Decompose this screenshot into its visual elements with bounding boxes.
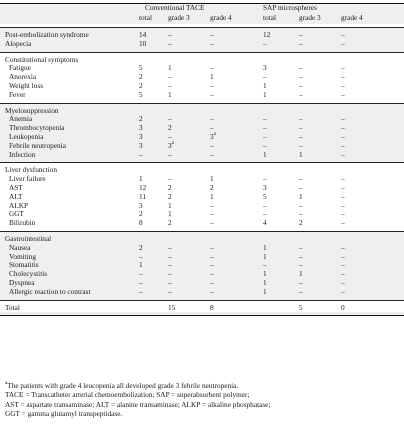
footnote-abbrev-2: AST = aspartate transaminase; ALT = alanine transaminase; ALKP = alkaline phosphatase; [5,399,271,409]
cell-tace-grade4: 8 [210,302,214,312]
cell-tace-grade3: – [168,80,172,90]
cell-tace-grade3: – [168,269,172,279]
cell-tace-grade4: 1 [210,72,214,82]
cell-sap-grade4: – [341,200,345,210]
cell-tace-total: 14 [139,30,147,39]
cell-tace-total: – [139,149,143,159]
table-footnotes [5,381,401,419]
cell-tace-total: 5 [139,63,143,73]
row-label-allergic-reaction-to-contrast: Allergic reaction to contrast [9,286,91,296]
cell-sap-grade3: – [299,72,303,82]
cell-sap-total: 12 [263,30,271,39]
footnote-marker: a [5,381,8,387]
row-label-leukopenia: Leukopenia [9,131,44,141]
section-label-myelosuppression: Myelosuppression [5,105,59,115]
cell-tace-total: 10 [139,38,147,48]
cell-sap-grade4: – [341,174,345,184]
section-label-gastrointestinal: Gastrointestinal [5,233,52,243]
cell-sap-grade4: – [341,123,345,133]
cell-sap-total: – [263,174,267,184]
cell-tace-total: – [139,251,143,261]
table-row [0,151,404,160]
cell-tace-grade3: 2 [168,123,172,133]
cell-sap-grade4: – [341,269,345,279]
cell-tace-total: 3 [139,131,143,141]
cell-tace-grade4: – [210,218,214,228]
cell-tace-grade3: – [168,242,172,252]
total-row [0,304,404,313]
cell-sap-grade3: – [299,123,303,133]
cell-sap-grade3: – [299,260,303,270]
cell-sap-grade4: – [341,182,345,192]
cell-tace-grade4: – [210,80,214,90]
row-label-post-embolization-syndrome: Post-embolization syndrome [5,30,89,39]
cell-sap-total: 1 [263,80,267,90]
cell-sap-grade4: 0 [341,302,345,312]
group-header-conventional-tace: Conventional TACE [145,3,205,12]
cell-sap-total: – [263,123,267,133]
cell-tace-grade4: 2 [210,182,214,192]
cell-tace-grade4: – [210,114,214,124]
cell-tace-total: 12 [139,182,147,192]
cell-sap-grade3: – [299,182,303,192]
cell-sap-total: – [263,200,267,210]
cell-tace-grade3: 1 [168,209,172,219]
cell-tace-grade4: – [210,286,214,296]
cell-sap-grade3: – [299,242,303,252]
row-label-thrombocytopenia: Thrombocytopenia [9,123,65,133]
cell-tace-grade3: 2 [168,218,172,228]
cell-tace-grade4: – [210,89,214,99]
cell-sap-grade4: – [341,218,345,228]
cell-tace-grade3: – [168,260,172,270]
cell-sap-grade3: – [299,286,303,296]
cell-tace-grade4: – [210,140,214,150]
cell-sap-total: 3 [263,63,267,73]
cell-sap-grade4: – [341,89,345,99]
cell-sap-total: 3 [263,182,267,192]
cell-tace-total: – [139,277,143,287]
cell-tace-grade4: – [210,242,214,252]
cell-tace-grade4: – [210,149,214,159]
cell-sap-total: 1 [263,242,267,252]
sub-header-sap-total: total [263,13,276,22]
cell-tace-grade4: – [210,209,214,219]
cell-tace-grade3: – [168,114,172,124]
cell-tace-grade3: – [168,174,172,184]
cell-sap-grade3: – [299,140,303,150]
row-label-fever: Fever [9,89,26,99]
cell-sap-grade3: 1 [299,269,303,279]
cell-tace-total: 11 [139,191,147,201]
table-row [0,219,404,228]
section-label-constitutional-symptoms: Constitutional symptoms [5,54,79,64]
cell-sap-grade3: 2 [299,218,303,228]
cell-tace-grade3: – [168,38,172,48]
cell-sap-total: – [263,209,267,219]
cell-tace-grade3: 2 [168,182,172,192]
cell-sap-grade3: – [299,131,303,141]
cell-tace-total: 8 [139,218,143,228]
cell-tace-total: 2 [139,242,143,252]
cell-tace-grade4: – [210,63,214,73]
cell-sap-grade4: – [341,286,345,296]
cell-sap-grade4: – [341,80,345,90]
cell-tace-grade4: – [210,200,214,210]
cell-tace-grade4: – [210,123,214,133]
cell-sap-grade3: – [299,114,303,124]
row-label-cholecystitis: Cholecystitis [9,269,48,279]
cell-tace-grade3: – [168,286,172,296]
cell-sap-total: – [263,260,267,270]
cell-tace-grade3: – [168,30,172,39]
cell-tace-total: 1 [139,260,143,270]
cell-sap-total: – [263,140,267,150]
table-rule [0,315,404,316]
row-label-fatigue: Fatigue [9,63,31,73]
table-row [0,288,404,297]
cell-tace-grade3: – [168,131,172,141]
cell-tace-grade4: 1 [210,191,214,201]
cell-sap-grade4: – [341,131,345,141]
cell-sap-grade4: – [341,140,345,150]
cell-tace-total: 3 [139,140,143,150]
cell-sap-grade3: 1 [299,149,303,159]
cell-tace-total: – [139,269,143,279]
cell-tace-grade3: 2 [168,191,172,201]
cell-tace-total: 5 [139,89,143,99]
table-row [0,40,404,49]
row-label-ast: AST [9,182,23,192]
row-label-infection: Infection [9,149,36,159]
cell-sap-grade3: – [299,209,303,219]
cell-tace-grade3: 15 [168,302,176,312]
cell-sap-grade3: – [299,80,303,90]
section-label-liver-dysfunction: Liver dysfunction [5,165,58,175]
cell-sap-grade4: – [341,277,345,287]
footnote-marker: a [171,140,174,146]
row-label-stomatitis: Stomatitis [9,260,39,270]
cell-tace-grade3: – [168,251,172,261]
row-label-dyspnea: Dyspnea [9,277,35,287]
cell-sap-total: 1 [263,149,267,159]
cell-sap-grade4: – [341,191,345,201]
cell-sap-grade3: – [299,89,303,99]
cell-tace-grade4: – [210,260,214,270]
cell-tace-grade3: 1 [168,89,172,99]
sub-header-tace-total: total [139,13,152,22]
cell-tace-grade4: 1 [210,174,214,184]
cell-tace-grade3: – [168,72,172,82]
cell-sap-grade3: 5 [299,302,303,312]
cell-sap-grade3: – [299,251,303,261]
cell-sap-grade4: – [341,114,345,124]
cell-tace-grade3: 1 [168,200,172,210]
cell-sap-grade4: – [341,209,345,219]
cell-sap-grade4: – [341,63,345,73]
cell-tace-grade3: – [168,277,172,287]
table-row [0,91,404,100]
cell-tace-total: – [139,286,143,296]
cell-sap-grade3: – [299,38,303,48]
cell-sap-total: – [263,72,267,82]
cell-tace-grade4: – [210,38,214,48]
cell-tace-total: 2 [139,209,143,219]
cell-sap-grade4: – [341,260,345,270]
cell-value: 3 [210,131,214,141]
sub-header-tace-grade4: grade 4 [210,13,232,22]
row-label-anorexia: Anorexia [9,72,37,82]
row-label-bilirubin: Bilirubin [9,218,36,228]
cell-sap-total: 1 [263,89,267,99]
cell-sap-total: 1 [263,269,267,279]
row-label-total: Total [5,302,20,312]
sub-header-tace-grade3: grade 3 [168,13,190,22]
cell-sap-total: 4 [263,218,267,228]
footnote-abbrev-3: GGT = gamma glutamyl transpeptidase. [5,409,123,419]
cell-tace-total: 3 [139,123,143,133]
cell-sap-grade3: – [299,277,303,287]
sub-header-sap-grade4: grade 4 [341,13,363,22]
cell-sap-total: 1 [263,277,267,287]
cell-sap-total: – [263,114,267,124]
adverse-events-table [0,3,404,316]
footnote-marker: a [213,132,216,138]
cell-sap-grade4: – [341,72,345,82]
cell-tace-grade4: – [210,277,214,287]
row-label-alkp: ALKP [9,200,29,210]
cell-tace-total: 2 [139,114,143,124]
cell-tace-total: 2 [139,80,143,90]
row-label-liver-failure: Liver failure [9,174,46,184]
cell-sap-grade4: – [341,251,345,261]
cell-tace-grade3: 1 [168,63,172,73]
cell-sap-grade3: – [299,200,303,210]
footnote-a [5,381,401,390]
cell-sap-grade3: – [299,174,303,184]
cell-sap-total: 1 [263,251,267,261]
cell-sap-grade4: – [341,38,345,48]
cell-sap-total: – [263,38,267,48]
cell-value: 3 [168,140,172,150]
cell-tace-grade4: – [210,251,214,261]
cell-tace-grade4: – [210,269,214,279]
row-label-alt: ALT [9,191,23,201]
footnote-abbrev-1: TACE = Transcatheter arterial chemoembolization; SAP = superabsorbent polymer; [5,390,250,400]
table-body [0,24,404,316]
cell-sap-grade4: – [341,30,345,39]
cell-sap-total: 5 [263,191,267,201]
cell-tace-total: 1 [139,174,143,184]
cell-sap-grade3: – [299,63,303,73]
row-label-alopecia: Alopecia [5,38,32,48]
row-label-febrile-neutropenia: Febrile neutropenia [9,140,66,150]
cell-tace-grade3: – [168,149,172,159]
cell-sap-grade4: – [341,149,345,159]
cell-sap-total: 1 [263,286,267,296]
cell-tace-total: 2 [139,72,143,82]
row-label-anemia: Anemia [9,114,33,124]
row-label-nausea: Nausea [9,242,31,252]
cell-tace-grade4: – [210,30,214,39]
row-label-ggt: GGT [9,209,24,219]
cell-sap-total: – [263,131,267,141]
cell-sap-grade3: – [299,30,303,39]
group-header-sap-microspheres: SAP microspheres [263,3,317,12]
footnote-a-text: The patients with grade 4 leucopenia all developed grade 3 febrile neutropenia. [7,381,239,390]
row-label-weight-loss: Weight loss [9,80,44,90]
sub-header-row [0,14,404,24]
row-label-vomiting: Vomiting [9,251,37,261]
sub-header-sap-grade3: grade 3 [299,13,321,22]
cell-sap-grade4: – [341,242,345,252]
cell-tace-total: 3 [139,200,143,210]
cell-sap-grade3: 1 [299,191,303,201]
